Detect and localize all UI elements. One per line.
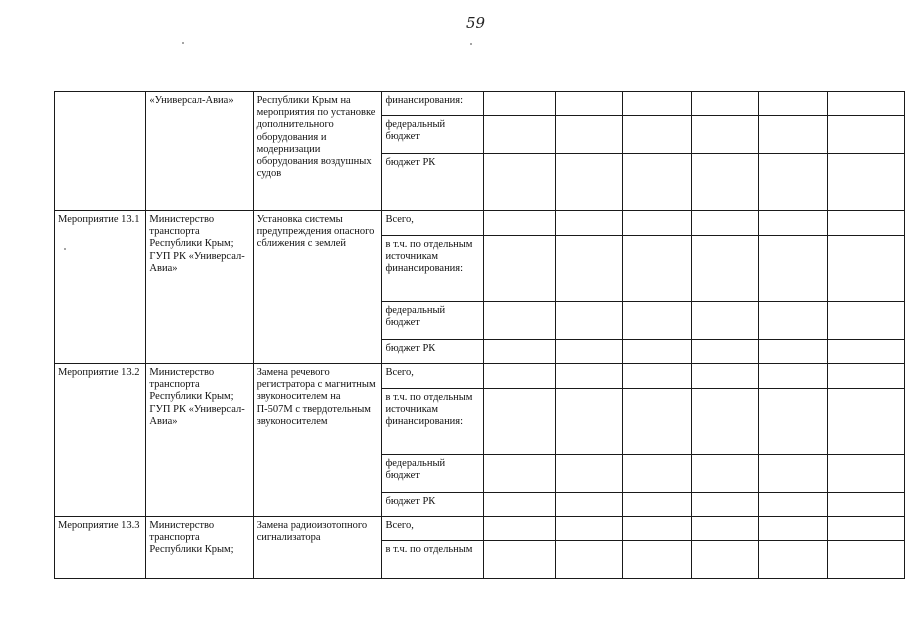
value-cell	[484, 340, 556, 364]
value-cell	[484, 154, 556, 211]
executor-cell: Министерство транспорта Республики Крым; ГУП РК «Универсал-Авиа»	[146, 364, 253, 517]
funding-source-cell: Всего,	[382, 211, 484, 236]
value-cell	[556, 340, 623, 364]
value-cell	[623, 541, 692, 579]
value-cell	[827, 364, 904, 389]
value-cell	[556, 92, 623, 116]
value-cell	[623, 116, 692, 154]
value-cell	[556, 236, 623, 302]
value-cell	[827, 389, 904, 455]
funding-source-cell: федеральный бюджет	[382, 302, 484, 340]
value-cell	[691, 116, 759, 154]
value-cell	[827, 211, 904, 236]
value-cell	[759, 389, 828, 455]
funding-source-cell: Всего,	[382, 364, 484, 389]
value-cell	[827, 517, 904, 541]
value-cell	[623, 92, 692, 116]
value-cell	[827, 154, 904, 211]
funding-source-cell: в т.ч. по отдельным источникам финансирования:	[382, 389, 484, 455]
table-row	[55, 517, 905, 541]
value-cell	[691, 92, 759, 116]
value-cell	[759, 154, 828, 211]
value-cell	[484, 541, 556, 579]
value-cell	[556, 517, 623, 541]
value-cell	[484, 493, 556, 517]
value-cell	[759, 364, 828, 389]
value-cell	[759, 493, 828, 517]
value-cell	[691, 364, 759, 389]
value-cell	[484, 302, 556, 340]
funding-source-cell: в т.ч. по отдельным	[382, 541, 484, 579]
value-cell	[484, 211, 556, 236]
value-cell	[691, 493, 759, 517]
funding-source-cell: Всего,	[382, 517, 484, 541]
event-cell: Мероприятие 13.1	[55, 211, 146, 364]
value-cell	[484, 517, 556, 541]
value-cell	[691, 541, 759, 579]
value-cell	[556, 493, 623, 517]
value-cell	[623, 517, 692, 541]
table-row	[55, 211, 905, 236]
value-cell	[827, 116, 904, 154]
funding-source-cell: бюджет РК	[382, 493, 484, 517]
funding-source-cell: финансирования:	[382, 92, 484, 116]
value-cell	[484, 236, 556, 302]
value-cell	[827, 455, 904, 493]
value-cell	[759, 517, 828, 541]
table-row	[55, 364, 905, 389]
executor-cell: Министерство транспорта Республики Крым;	[146, 517, 253, 579]
executor-cell: «Универсал-Авиа»	[146, 92, 253, 211]
value-cell	[759, 455, 828, 493]
value-cell	[827, 92, 904, 116]
scan-speck	[470, 43, 472, 45]
value-cell	[556, 116, 623, 154]
value-cell	[827, 340, 904, 364]
value-cell	[691, 236, 759, 302]
scan-speck	[182, 42, 184, 44]
value-cell	[691, 211, 759, 236]
value-cell	[556, 541, 623, 579]
value-cell	[623, 455, 692, 493]
value-cell	[691, 302, 759, 340]
value-cell	[484, 116, 556, 154]
value-cell	[556, 364, 623, 389]
value-cell	[623, 364, 692, 389]
event-cell: Мероприятие 13.3	[55, 517, 146, 579]
value-cell	[759, 340, 828, 364]
value-cell	[623, 211, 692, 236]
value-cell	[827, 493, 904, 517]
value-cell	[556, 154, 623, 211]
value-cell	[691, 517, 759, 541]
value-cell	[556, 389, 623, 455]
description-cell: Республики Крым на мероприятия по установке дополнительного оборудования и модернизации оборудования воздушных судов	[253, 92, 382, 211]
funding-source-cell: в т.ч. по отдельным источникам финансирования:	[382, 236, 484, 302]
funding-source-cell: федеральный бюджет	[382, 455, 484, 493]
value-cell	[827, 541, 904, 579]
value-cell	[623, 302, 692, 340]
value-cell	[484, 455, 556, 493]
value-cell	[827, 302, 904, 340]
page-number: 59	[466, 14, 486, 32]
value-cell	[623, 236, 692, 302]
description-cell: Замена радиоизотопного сигнализатора	[253, 517, 382, 579]
value-cell	[484, 389, 556, 455]
value-cell	[623, 493, 692, 517]
value-cell	[623, 154, 692, 211]
executor-cell: Министерство транспорта Республики Крым; ГУП РК «Универсал-Авиа»	[146, 211, 253, 364]
value-cell	[759, 302, 828, 340]
event-cell	[55, 92, 146, 211]
value-cell	[623, 340, 692, 364]
value-cell	[691, 340, 759, 364]
funding-source-cell: бюджет РК	[382, 340, 484, 364]
description-cell: Установка системы предупреждения опасного сближения с землей	[253, 211, 382, 364]
table-row	[55, 92, 905, 116]
value-cell	[827, 236, 904, 302]
value-cell	[759, 541, 828, 579]
value-cell	[623, 389, 692, 455]
value-cell	[484, 92, 556, 116]
value-cell	[691, 154, 759, 211]
funding-source-cell: федеральный бюджет	[382, 116, 484, 154]
value-cell	[691, 455, 759, 493]
funding-table	[54, 91, 905, 579]
event-cell: Мероприятие 13.2	[55, 364, 146, 517]
value-cell	[556, 302, 623, 340]
value-cell	[759, 116, 828, 154]
value-cell	[759, 211, 828, 236]
value-cell	[691, 389, 759, 455]
value-cell	[759, 236, 828, 302]
value-cell	[556, 455, 623, 493]
value-cell	[759, 92, 828, 116]
funding-source-cell: бюджет РК	[382, 154, 484, 211]
value-cell	[484, 364, 556, 389]
description-cell: Замена речевого регистратора с магнитным звуконосителем на П-507М с твердотельным звуконосителем	[253, 364, 382, 517]
value-cell	[556, 211, 623, 236]
